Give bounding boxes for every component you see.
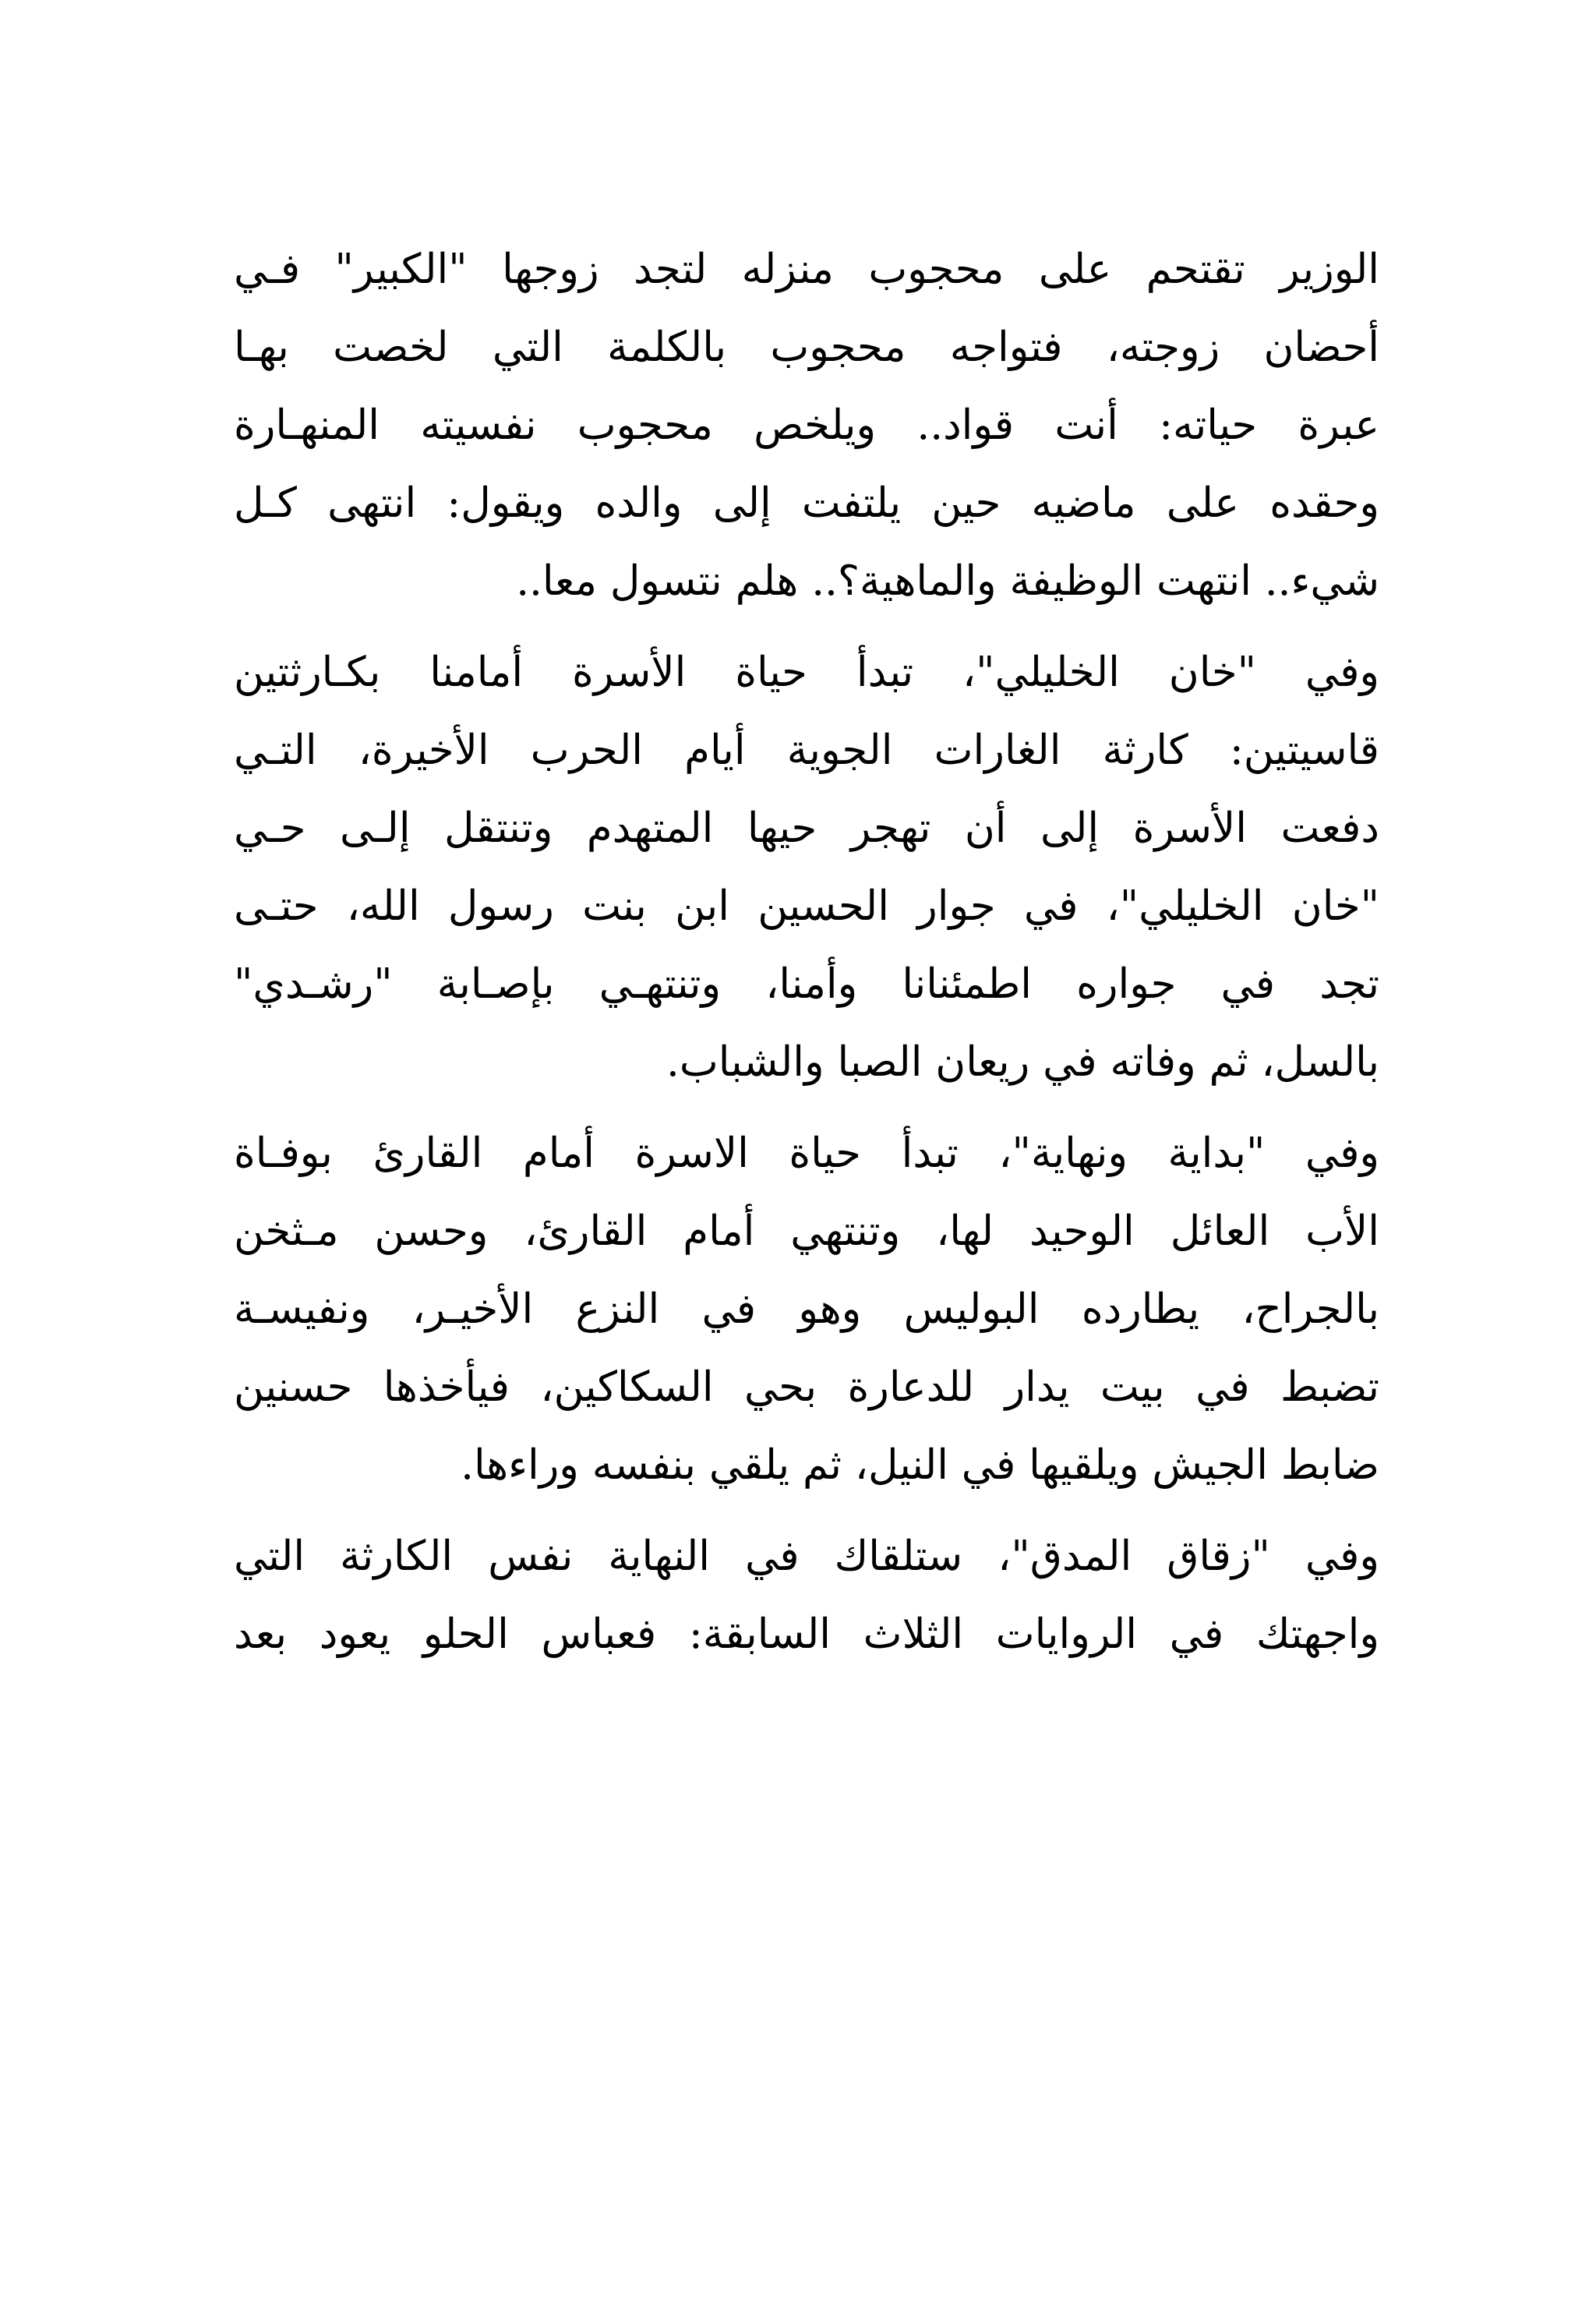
document-page bbox=[234, 231, 1379, 1687]
text-line: شيء.. انتهت الوظيفة والماهية؟.. هلم نتسول معا.. bbox=[516, 557, 1379, 605]
text-line: دفعت الأسرة إلى أن تهجر حيها المتهدم وتنتقل إلـى حـي bbox=[234, 804, 1379, 852]
text-line: وفي "خان الخليلي"، تبدأ حياة الأسرة أمامنا بكـارثتين bbox=[234, 649, 1379, 696]
paragraph-1 bbox=[234, 231, 1379, 620]
text-line: بالسل، ثم وفاته في ريعان الصبا والشباب. bbox=[666, 1038, 1379, 1086]
paragraph-3 bbox=[234, 1115, 1379, 1504]
text-line: بالجراح، يطارده البوليس وهو في النزع الأخيـر، ونفيسـة bbox=[234, 1285, 1379, 1333]
paragraph-2 bbox=[234, 634, 1379, 1101]
text-line: تضبط في بيت يدار للدعارة بحي السكاكين، فيأخذها حسنين bbox=[234, 1363, 1379, 1411]
text-line: عبرة حياته: أنت قواد.. ويلخص محجوب نفسيته المنهـارة bbox=[234, 401, 1379, 449]
text-line: أحضان زوجته، فتواجه محجوب بالكلمة التي لخصت بهـا bbox=[234, 323, 1379, 371]
text-line: وحقده على ماضيه حين يلتفت إلى والده ويقول: انتهى كـل bbox=[234, 479, 1379, 527]
text-line: "خان الخليلي"، في جوار الحسين ابن بنت رسول الله، حتـى bbox=[234, 882, 1379, 930]
text-line: ضابط الجيش ويلقيها في النيل، ثم يلقي بنفسه وراءها. bbox=[461, 1441, 1379, 1489]
text-line: وفي "بداية ونهاية"، تبدأ حياة الاسرة أمام القارئ بوفـاة bbox=[234, 1130, 1379, 1177]
text-line: تجد في جواره اطمئنانا وأمنا، وتنتهـي بإصـابة "رشـدي" bbox=[234, 960, 1379, 1008]
text-line: وفي "زقاق المدق"، ستلقاك في النهاية نفس الكارثة التي bbox=[234, 1533, 1379, 1580]
text-line: قاسيتين: كارثة الغارات الجوية أيام الحرب الأخيرة، التـي bbox=[234, 726, 1379, 774]
text-line: الوزير تقتحم على محجوب منزله لتجد زوجها "الكبير" فـي bbox=[234, 246, 1379, 293]
text-line: الأب العائل الوحيد لها، وتنتهي أمام القارئ، وحسن مـثخن bbox=[234, 1207, 1379, 1255]
text-line: واجهتك في الروايات الثلاث السابقة: فعباس الحلو يعود بعد bbox=[234, 1610, 1379, 1658]
paragraph-4 bbox=[234, 1518, 1379, 1674]
